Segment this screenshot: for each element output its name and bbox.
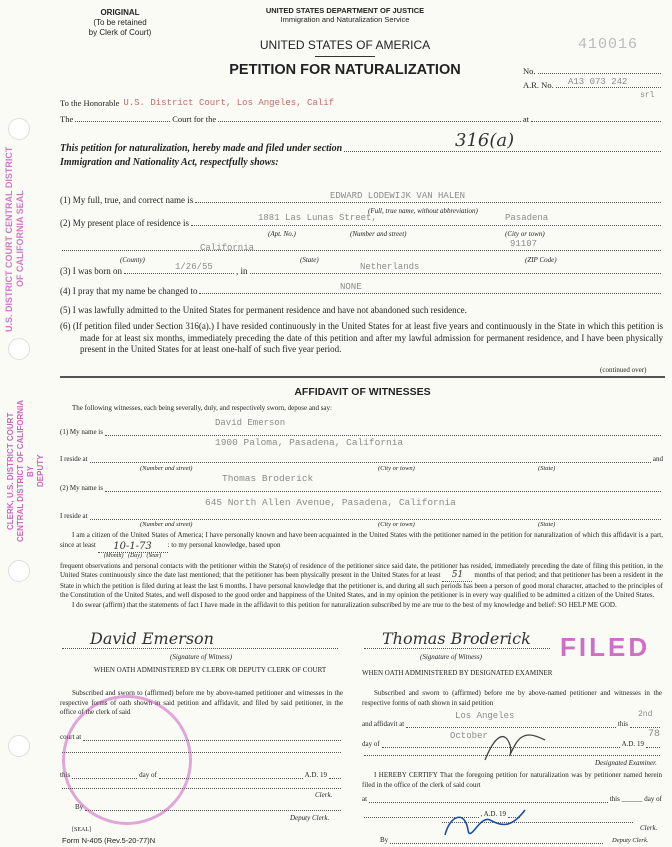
- day-of-label: day of: [139, 771, 157, 779]
- court-seal-stamp: U.S. DISTRICT COURT CENTRAL DISTRICT OF CALIFORNIA SEAL: [4, 146, 25, 332]
- res-label: (2) My present place of residence is: [60, 218, 189, 228]
- seal-label: [SEAL]: [72, 827, 91, 833]
- affidavit-at-label: and affidavit at: [362, 720, 405, 728]
- born-in-label: , in: [236, 266, 248, 276]
- affidavit-title: AFFIDAVIT OF WITNESSES: [294, 386, 431, 398]
- signature-line-1: [60, 648, 340, 651]
- deputy-label: Deputy Clerk.: [612, 837, 649, 844]
- w2-label: (2) My name is: [60, 484, 103, 492]
- name-label: (1) My full, true, and correct name is: [60, 195, 194, 205]
- oath-day: 2nd: [638, 710, 653, 719]
- stamp-number: 410016: [578, 36, 639, 53]
- ar-label: A.R. No.: [523, 80, 554, 90]
- divider: [315, 56, 375, 57]
- name-value: EDWARD LODEWIJK VAN HALEN: [330, 191, 466, 201]
- oath-month: October: [450, 731, 488, 741]
- witness-1-address: 1900 Paloma, Pasadena, California: [215, 437, 404, 448]
- dept-name: UNITED STATES DEPARTMENT OF JUSTICE: [265, 6, 425, 15]
- original-note: [70, 8, 170, 38]
- city-hint: (City or town): [505, 230, 545, 238]
- affidavit-intro: The following witnesses, each being severally, duly, and respectively sworn, depose and say:: [72, 404, 332, 412]
- examiner-signature: [475, 725, 555, 765]
- to-label: To the Honorable: [60, 98, 120, 108]
- witness-2-address: 645 North Allen Avenue, Pasadena, California: [205, 497, 456, 508]
- street-hint: (Number and street): [140, 465, 193, 472]
- oath-year: 78: [648, 729, 661, 740]
- witness-2-name: Thomas Broderick: [222, 473, 314, 484]
- witness-2-name-line: [60, 484, 663, 494]
- ar-suffix: srl: [640, 91, 655, 100]
- state-hint: (State): [300, 256, 319, 264]
- clerk-stamp-line: CLERK, U.S. DISTRICT COURT: [6, 412, 15, 530]
- body-text-2: months of that period; and that petitioner has been a resident in the State in which the petition is filed during at least the last 6 months. I have personal knowledge that the petitioner is, and during all such periods has been a person of good moral character, attached to the principles of the Constitution of the United States, and well disposed to the good order and happiness of the United States, and in my opinion the petitioner is in every way qualified to be admitted a citizen of the United States.: [60, 571, 663, 599]
- change-value: NONE: [340, 282, 362, 292]
- street-hint: (Number and street): [350, 230, 407, 238]
- sig-hint: (Signature of Witness): [170, 653, 232, 661]
- since-date: 10-1-73: [98, 541, 168, 553]
- oath-statement: I do swear (affirm) that the statements of fact I have made in the affidavit to this petition for naturalization subscribed by me are true to the best of my knowledge and belief: SO HELP ME GOD.: [72, 600, 617, 609]
- original-label: ORIGINAL: [100, 8, 140, 17]
- punch-hole: [8, 118, 30, 140]
- item-residence-period: (6) (If petition filed under Section 316(a).) I have resided continuously in the United States for at least five years and continuously in the State in which this petition is made for at least six months, immediately preceding the date of this petition and after my lawful admission for permanent residence, and I have been physically present in the United States for at least one-half of such five year period.: [60, 321, 663, 354]
- retained-line: (To be retained: [93, 18, 147, 27]
- continued-over: (continued over): [600, 366, 647, 374]
- certify-text: I HEREBY CERTIFY That the foregoing petition for naturalization was by petitioner named herein filed in the office of the clerk of said court: [362, 771, 662, 789]
- date-hints: (Month) (Day) (Year): [103, 552, 162, 559]
- ad-label: A.D. 19: [621, 740, 644, 748]
- apt-hint: (Apt. No.): [268, 230, 296, 238]
- ad-label: , A.D. 19: [480, 810, 506, 818]
- court-at-label: court at: [60, 733, 82, 741]
- no-label: No.: [523, 66, 536, 76]
- this-label: this: [60, 771, 71, 779]
- witness-1-name: David Emerson: [215, 418, 286, 428]
- deputy-label: Deputy Clerk.: [290, 814, 330, 822]
- this-label: this: [617, 720, 628, 728]
- county-line: [60, 250, 663, 253]
- section-divider: [60, 376, 665, 378]
- citizen-statement: [60, 531, 663, 560]
- designated-examiner-label: Designated Examiner.: [595, 759, 657, 767]
- filed-stamp: FILED: [560, 632, 651, 662]
- affidavit-body-block: [60, 531, 663, 610]
- intro-line: [60, 143, 663, 154]
- res-city: Pasadena: [505, 213, 549, 223]
- country-title: UNITED STATES OF AMERICA: [259, 38, 431, 52]
- by-label: By: [380, 836, 389, 844]
- by-label: By: [75, 803, 84, 811]
- service-name: Immigration and Naturalization Service: [280, 15, 410, 24]
- certify-at-line: [362, 795, 662, 805]
- court-line: [60, 114, 663, 124]
- res-zip: 91107: [510, 239, 538, 249]
- page-title: PETITION FOR NATURALIZATION: [229, 62, 461, 78]
- punch-hole: [8, 735, 30, 757]
- at-label: at: [522, 114, 529, 124]
- clerk-ink-signature: [440, 805, 530, 845]
- punch-hole: [8, 338, 30, 360]
- ad-label: A.D. 19: [304, 771, 327, 779]
- res-street: 1881 Las Lunas Street,: [258, 213, 377, 223]
- witness-1-reside-line: [60, 455, 663, 465]
- court-seal-ring: [62, 695, 192, 825]
- item-admitted: (5) I was lawfully admitted to the United States for permanent residence and have not abandoned such residence.: [60, 305, 467, 315]
- oath-place: Los Angeles: [455, 711, 515, 721]
- name-hint: (Full, true name, without abbreviation): [368, 207, 478, 215]
- examiner-text: Subscribed and sworn to (affirmed) before me by above-named petitioner and witnesses in the respective forms of oath shown in said petition: [362, 689, 662, 707]
- born-label: (3) I was born on: [60, 266, 122, 276]
- examiner-heading: WHEN OATH ADMINISTERED BY DESIGNATED EXAMINER: [362, 669, 553, 677]
- body-text: frequent observations and personal contacts with the petitioner within the State(s) of residence of the petitioner since said date, the petitioner has resided, immediately preceding the date of filing this petition, in the United States continuously since the date last mentioned; that the petitioner has been physically present in the United States for at least: [60, 561, 663, 579]
- ar-value: A13 073 242: [568, 77, 628, 87]
- street-hint: (Number and street): [140, 521, 193, 528]
- state-hint: (State): [538, 465, 556, 472]
- res-state: California: [200, 243, 255, 253]
- affidavit-body: [60, 562, 663, 601]
- clerk-stamp-by: BY: [26, 465, 35, 477]
- witness-2-signature: Thomas Broderick: [382, 629, 531, 648]
- agency-header: [190, 6, 500, 24]
- intro-text: This petition for naturalization, hereby made and filed under section: [60, 143, 343, 154]
- change-label: (4) I pray that my name be changed to: [60, 286, 198, 296]
- retained-line: by Clerk of Court): [88, 28, 152, 37]
- at-label: at: [362, 795, 368, 803]
- intro-line-2: Immigration and Nationality Act, respectfully shows:: [60, 157, 279, 168]
- clerk-stamp-line: CENTRAL DISTRICT OF CALIFORNIA: [16, 399, 25, 543]
- this-day-of-label: this ______ day of: [609, 795, 662, 803]
- clerk-stamp: [6, 388, 50, 554]
- signature-line-2: [362, 648, 552, 651]
- clerk-stamp-deputy: DEPUTY: [36, 454, 45, 488]
- clerk-text: Subscribed and sworn to (affirmed) before me by above-named petitioner and witnesses in the respective forms of oath shown in said petition and affidavit, and filed by said petitioner, in the office of the clerk of said: [60, 689, 343, 716]
- born-place: Netherlands: [360, 262, 420, 272]
- section-value: 316(a): [455, 130, 515, 151]
- reside-label: I reside at: [60, 455, 88, 463]
- county-hint: (County): [120, 256, 145, 264]
- day-of-label: day of: [362, 740, 380, 748]
- the-label: The: [60, 114, 74, 124]
- city-hint: (City or town): [378, 521, 415, 528]
- citizen-text-2: : to my personal knowledge, based upon: [167, 540, 281, 549]
- born-date: 1/26/55: [175, 262, 213, 272]
- witness-1-signature: David Emerson: [90, 629, 214, 648]
- zip-hint: (ZIP Code): [525, 256, 557, 264]
- clerk-label: Clerk.: [315, 791, 333, 799]
- and-label: and: [652, 455, 663, 463]
- form-number: Form N-405 (Rev.5-20-77)N: [62, 836, 156, 845]
- court-for-label: Court for the: [172, 114, 217, 124]
- citizen-text: I am a citizen of the United States of America; I have personally known and have been acquainted in the United States with the petitioner named in the petition for naturalization of which this affidavit is a part, since at least: [60, 531, 663, 549]
- sig-hint: (Signature of Witness): [420, 653, 482, 661]
- punch-hole: [8, 560, 30, 582]
- reside-label: I reside at: [60, 512, 88, 520]
- state-hint: (State): [538, 521, 556, 528]
- clerk-heading: WHEN OATH ADMINISTERED BY CLERK OR DEPUTY CLERK OF COURT: [93, 666, 327, 674]
- city-hint: (City or town): [378, 465, 415, 472]
- to-honorable: [60, 98, 334, 108]
- w1-label: (1) My name is: [60, 428, 103, 436]
- court-name-value: U.S. District Court, Los Angeles, Calif: [123, 98, 334, 108]
- months-value: 51: [442, 571, 472, 582]
- no-field: [523, 66, 663, 76]
- clerk-label: Clerk.: [640, 824, 658, 832]
- since-date-field: [98, 541, 168, 560]
